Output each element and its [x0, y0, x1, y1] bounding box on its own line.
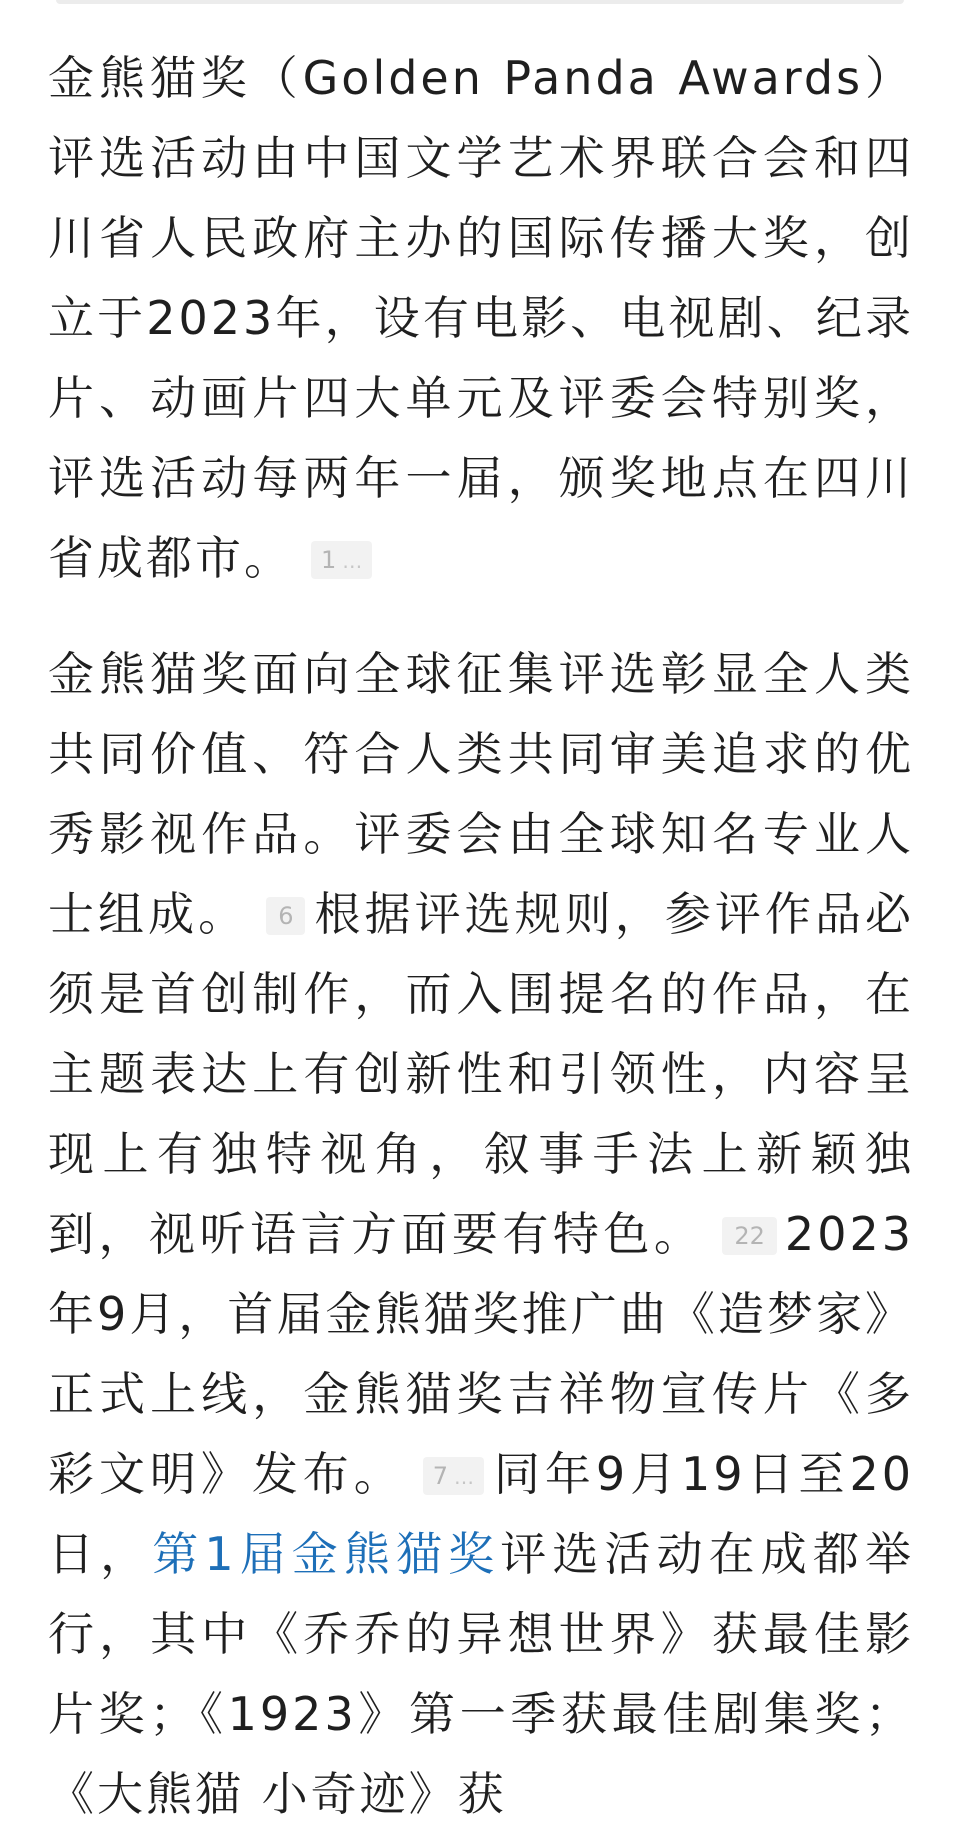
paragraph-details: [48, 634, 914, 1834]
details-text-1: 金熊猫奖面向全球征集评选彰显全人类共同价值、符合人类共同审美追求的优秀影视作品。评委会由全球知名专业人士组成。: [48, 647, 914, 941]
article-body: [48, 38, 914, 1834]
citation-more-icon: …: [342, 549, 363, 573]
citation-badge-6[interactable]: 6: [266, 897, 305, 935]
citation-badge-7[interactable]: 7 …: [423, 1457, 484, 1495]
details-text-3: 2023年9月，首届金熊猫奖推广曲《造梦家》正式上线，金熊猫奖吉祥物宣传片《多彩文明》发布。: [48, 1207, 914, 1501]
top-divider: [56, 0, 904, 4]
award-link[interactable]: 第1届金熊猫奖: [152, 1527, 501, 1581]
citation-more-icon: …: [454, 1465, 474, 1489]
details-text-5: 评选活动在成都举行，其中《乔乔的异想世界》获最佳影片奖；《1923》第一季获最佳剧集奖；《大熊猫 小奇迹》获: [48, 1527, 915, 1821]
citation-badge-1[interactable]: 1 …: [311, 541, 372, 579]
details-text-4: 同年9月19日至20日，: [48, 1447, 914, 1581]
intro-text: 金熊猫奖（Golden Panda Awards）评选活动由中国文学艺术界联合会和四川省人民政府主办的国际传播大奖，创立于2023年，设有电影、电视剧、纪录片、动画片四大单元及评委会特别奖，评选活动每两年一届，颁奖地点在四川省成都市。: [48, 51, 914, 585]
details-text-2: 根据评选规则，参评作品必须是首创制作，而入围提名的作品，在主题表达上有创新性和引领性，内容呈现上有独特视角，叙事手法上新颖独到，视听语言方面要有特色。: [48, 887, 915, 1261]
citation-badge-22[interactable]: 22: [722, 1217, 777, 1255]
paragraph-intro: [48, 38, 914, 598]
